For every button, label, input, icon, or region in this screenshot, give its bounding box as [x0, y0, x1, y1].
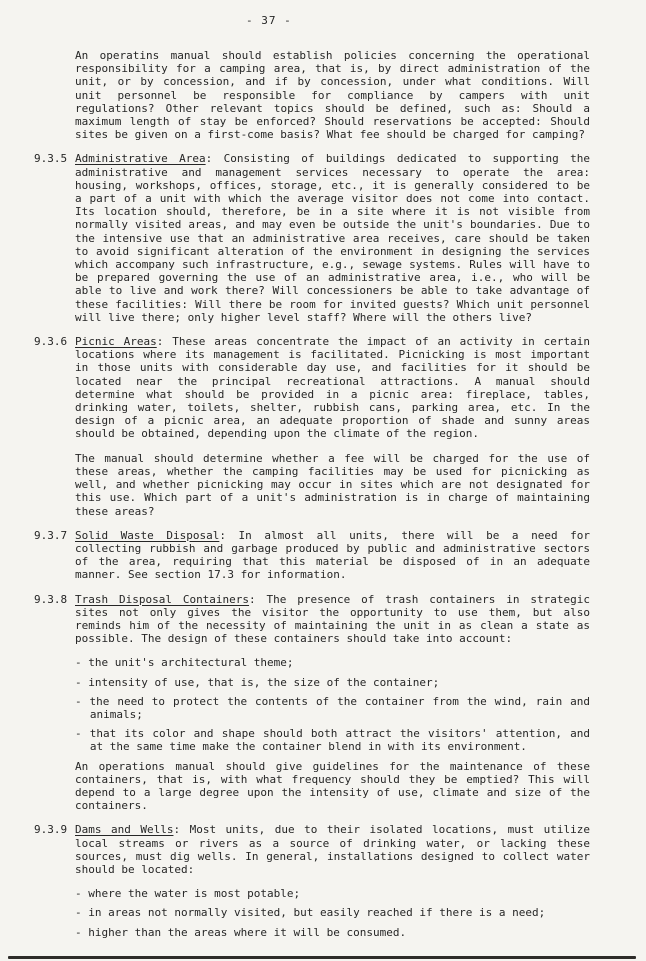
heading-colon: : — [219, 528, 226, 542]
bullet-item: - intensity of use, that is, the size of the container; — [75, 675, 440, 689]
heading-colon: : — [205, 152, 213, 166]
section-body — [75, 593, 590, 824]
section-paragraph: The manual should determine whether a fee will be charged for the use of these areas, whether the camping facilities may be used for picnicking as well, and whether picnicking may occur in sites which are not designated for this use. Which part of a unit's administration is in charge of maintaining these areas? — [75, 451, 590, 518]
bullet-item: - higher than the areas where it will be consumed. — [75, 925, 407, 939]
heading-colon: : — [156, 335, 164, 349]
section-heading: Administrative Area — [75, 152, 206, 166]
paragraph-text: The presence of trash containers in strategic sites not only gives the visitor the opportunity to use them, but also reminds him of the necessity of maintaining the unit in as clean a state as possible. The design of these containers should take into account: — [75, 592, 590, 646]
bullet-item: - the unit's architectural theme; — [75, 656, 294, 670]
bullet-item: - in areas not normally visited, but easily reached if there is a need; — [75, 906, 546, 920]
section-paragraph — [75, 593, 590, 646]
section-heading: Dams and Wells — [75, 823, 174, 837]
section-number: 9.3.7 — [34, 528, 68, 542]
section-dams-and-wells — [34, 823, 590, 944]
section-heading: Solid Waste Disposal — [75, 528, 220, 542]
section-number: 9.3.5 — [34, 152, 68, 166]
section-solid-waste-disposal — [34, 529, 590, 593]
section-heading: Picnic Areas — [75, 335, 157, 349]
section-trash-disposal-containers — [34, 593, 590, 824]
paragraph-text: In almost all units, there will be a need for collecting rubbish and garbage produced by public and administrative sectors of the area, requiring that this material be disposed of in an adequate manner. See section 17.3 for information. — [75, 528, 591, 582]
bullet-list — [75, 656, 590, 753]
section-body — [75, 823, 590, 944]
section-administrative-area — [34, 152, 590, 335]
section-paragraph — [75, 823, 590, 876]
section-body — [75, 335, 590, 529]
paragraph-text: These areas concentrate the impact of an activity in certain locations where its management is facilitated. Picnicking is most important in those units with considerable day use, and facilities for it should be located near the principal recreational attractions. A manual should determine what should be provided in a picnic area: fireplace, tables, drinking water, toilets, shelter, rubbish cans, parking area, etc. In the design of a picnic area, an adequate proportion of shade and sunny areas should be obtained, depending upon the climate of the region. — [75, 335, 590, 441]
bullet-list — [75, 887, 590, 939]
paragraph-text: Most units, due to their isolated locations, must utilize local streams or rivers as a source of drinking water, or lacking these sources, must dig wells. In general, installations designed to collect water should be located: — [75, 823, 590, 876]
section-body — [75, 152, 590, 335]
page-scan-edge — [8, 956, 636, 959]
bullet-item: - the need to protect the contents of the container from the wind, rain and animals; — [75, 694, 590, 721]
page-number: - 37 - — [246, 14, 292, 27]
section-number: 9.3.6 — [34, 335, 68, 349]
section-paragraph — [75, 335, 590, 441]
section-picnic-areas — [34, 335, 590, 529]
section-number: 9.3.9 — [34, 823, 68, 837]
section-paragraph — [75, 152, 590, 324]
section-paragraph — [75, 529, 590, 582]
heading-colon: : — [249, 592, 256, 606]
heading-colon: : — [173, 823, 181, 837]
section-paragraph: An operations manual should give guidelines for the maintenance of these containers, that is, with what frequency should they be emptied? This will depend to a large degree upon the intensity of use, climate and size of the containers. — [75, 759, 590, 813]
section-heading: Trash Disposal Containers — [75, 592, 250, 606]
section-body — [75, 529, 590, 593]
section-number: 9.3.8 — [34, 592, 68, 606]
intro-paragraph: An operatins manual should establish policies concerning the operational responsibility for a camping area, that is, by direct administration of the unit, or by concession, and if by concession, under what conditions. Will unit personnel be responsible for compliance by campers with unit regulations? Other relevant topics should be defined, such as: Should a maximum length of stay be enforced? Should reservations be accepted: Should sites be given on a first-come basis? What fee should be charged for camping? — [75, 49, 590, 142]
bullet-item: - that its color and shape should both attract the visitors' attention, and at the same time make the container blend in with its environment. — [75, 727, 590, 754]
bullet-item: - where the water is most potable; — [75, 887, 301, 901]
paragraph-text: Consisting of buildings dedicated to supporting the administrative and management services necessary to operate the area: housing, workshops, offices, storage, etc., it is generally considered to be a part of a unit with which the average visitor does not come into contact. Its location should, therefore, be in a site where it is not visible from normally visited areas, and may even be outside the unit's boundaries. Due to the intensive use that an administrative area receives, care should be taken to avoid significant alteration of the environment in designing the services which accompany such infrastructure, e.g., sewage systems. Rules will have to be prepared governing the use of an administrative area, i.e., who will be able to live and work there? Will concessioners be able to take advantage of these facilities: Will there be room for invited guests? Which unit personnel will live there; only higher level staff? Where will the others live? — [75, 152, 590, 324]
